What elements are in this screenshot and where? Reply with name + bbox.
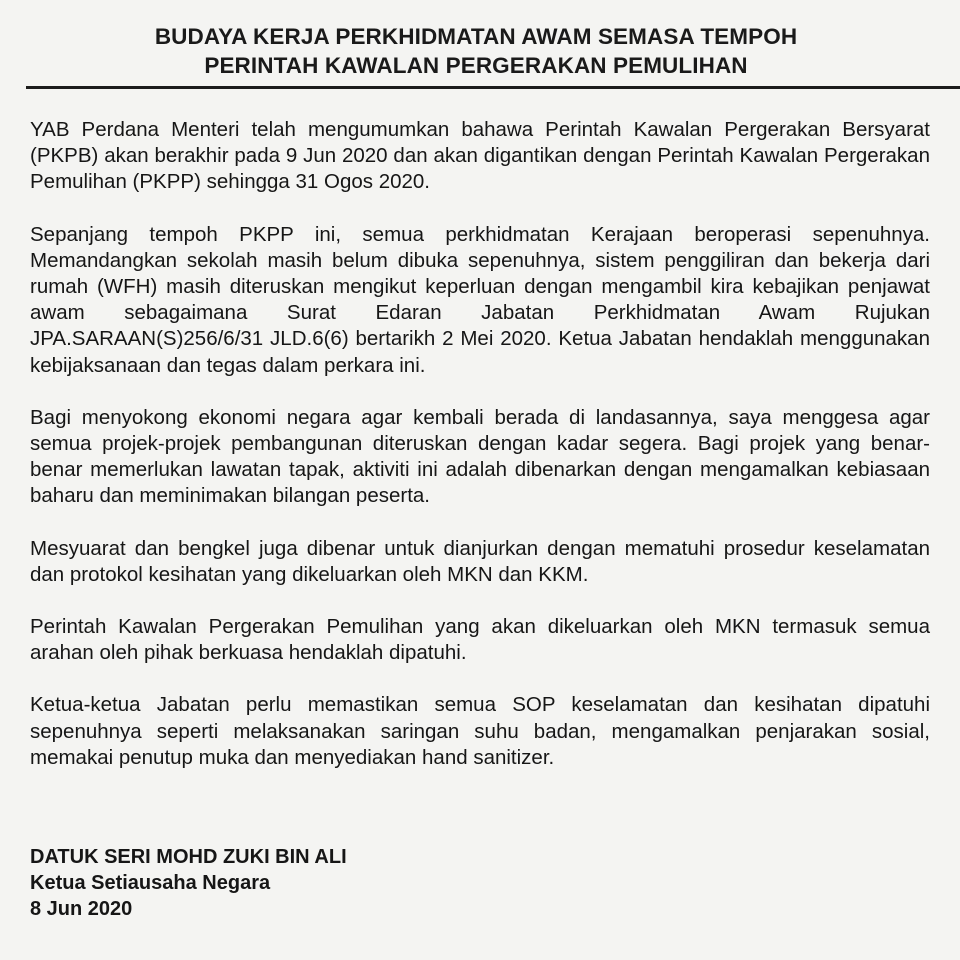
document-title xyxy=(26,22,926,80)
title-line-2: PERINTAH KAWALAN PERGERAKAN PEMULIHAN xyxy=(204,53,748,78)
document-body xyxy=(26,117,930,771)
signatory-name: DATUK SERI MOHD ZUKI BIN ALI xyxy=(30,846,347,868)
paragraph-3: Bagi menyokong ekonomi negara agar kembali berada di landasannya, saya menggesa agar semua projek-projek pembangunan diteruskan dengan kadar segera. Bagi projek yang benar-benar memerlukan lawatan tapak, aktiviti ini adalah dibenarkan dengan mengamalkan kebiasaan baharu dan meminimakan bilangan peserta. xyxy=(30,405,930,508)
title-line-1: BUDAYA KERJA PERKHIDMATAN AWAM SEMASA TEMPOH xyxy=(154,24,798,49)
paragraph-6: Ketua-ketua Jabatan perlu memastikan semua SOP keselamatan dan kesihatan dipatuhi sepenuhnya seperti melaksanakan saringan suhu badan, mengamalkan penjarakan sosial, memakai penutup muka dan menyediakan hand sanitizer. xyxy=(30,693,930,769)
title-divider xyxy=(26,86,960,89)
paragraph-4: Mesyuarat dan bengkel juga dibenar untuk dianjurkan dengan mematuhi prosedur keselamatan dan protokol kesihatan yang dikeluarkan oleh MKN dan KKM. xyxy=(30,536,930,586)
paragraph-5: Perintah Kawalan Pergerakan Pemulihan yang akan dikeluarkan oleh MKN termasuk semua arahan oleh pihak berkuasa hendaklah dipatuhi. xyxy=(30,615,930,665)
paragraph-2: Sepanjang tempoh PKPP ini, semua perkhidmatan Kerajaan beroperasi sepenuhnya. Memandangkan sekolah masih belum dibuka sepenuhnya, sistem penggiliran dan bekerja dari rumah (WFH) masih diteruskan mengikut keperluan dengan mengambil kira kebajikan penjawat awam sebagaimana Surat Edaran Jabatan Perkhidmatan Awam Rujukan JPA.SARAAN(S)256/6/31 JLD.6(6) bertarikh 2 Mei 2020. Ketua Jabatan hendaklah menggunakan kebijaksanaan dan tegas dalam perkara ini. xyxy=(30,222,930,377)
signature-date: 8 Jun 2020 xyxy=(30,898,133,920)
paragraph-1: YAB Perdana Menteri telah mengumumkan bahawa Perintah Kawalan Pergerakan Bersyarat (PKPB) akan berakhir pada 9 Jun 2020 dan akan digantikan dengan Perintah Kawalan Pergerakan Pemulihan (PKPP) sehingga 31 Ogos 2020. xyxy=(30,118,930,194)
signature-block xyxy=(30,844,347,922)
signatory-position: Ketua Setiausaha Negara xyxy=(30,872,271,894)
